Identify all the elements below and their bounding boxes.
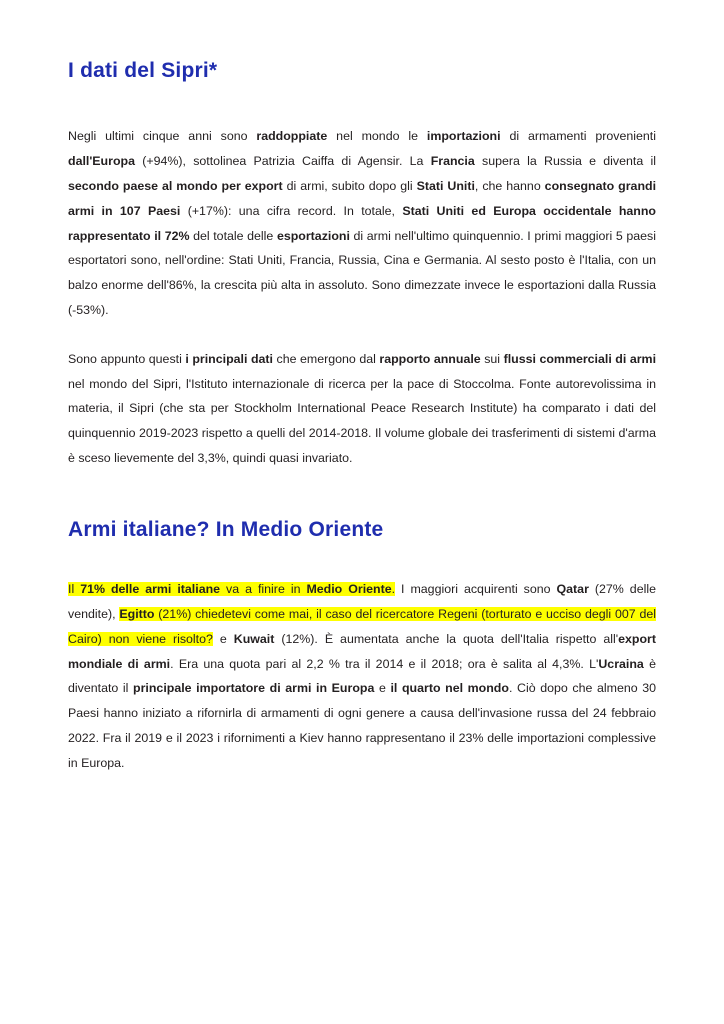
text-run: Ucraina — [598, 656, 644, 671]
text-run: Francia — [430, 154, 475, 169]
text-run: del totale delle — [189, 228, 277, 243]
text-run: e — [374, 681, 391, 696]
text-run: Qatar — [556, 582, 589, 597]
text-run: va a finire in — [220, 582, 307, 597]
spacer — [68, 323, 656, 347]
section-heading-armi-italiane: Armi italiane? In Medio Oriente — [68, 517, 384, 541]
paragraph-sipri-1 — [68, 124, 656, 323]
text-run: supera la Russia e diventa il — [474, 154, 656, 169]
spacer — [68, 471, 656, 517]
text-run: i principali dati — [185, 351, 273, 366]
text-run: . Era una quota pari al 2,2 % tra il 2014 e il 2018; ora è salita al 4,3%. L' — [170, 656, 599, 671]
text-run: rapporto annuale — [379, 351, 481, 366]
text-run: Medio Oriente — [306, 582, 392, 597]
text-run: Stati Uniti — [416, 178, 475, 193]
text-run: flussi commerciali di armi — [503, 351, 657, 366]
text-run: importazioni — [426, 129, 501, 144]
text-run: (+17%): una cifra record. In totale, — [180, 203, 403, 218]
spacer — [68, 543, 656, 577]
text-run: 71% delle armi italiane — [80, 582, 221, 597]
text-run: Kuwait — [233, 631, 275, 646]
text-run: di armamenti provenienti — [500, 129, 656, 144]
text-run: (21%) chiedetevi come mai, il caso del ricercatore Regeni (torturato e ucciso degli 007 del Cairo) non viene risolto? — [68, 606, 657, 646]
text-run: Stati Uniti ed Europa occidentale hanno rappresentato il 72% — [68, 203, 656, 243]
text-run: e — [212, 631, 234, 646]
text-run: (12%). È aumentata anche la quota dell'Italia rispetto all' — [274, 631, 619, 646]
text-run: . — [391, 582, 396, 597]
text-run: Egitto — [119, 606, 155, 621]
text-run: dall'Europa — [68, 154, 135, 169]
text-run: secondo paese al mondo per export — [68, 178, 283, 193]
text-run: esportazioni — [276, 228, 350, 243]
text-run: Il — [68, 582, 81, 597]
text-run: principale importatore di armi in Europa — [133, 681, 375, 696]
spacer — [68, 84, 656, 124]
paragraph-armi-italiane-1 — [68, 577, 656, 776]
text-run: Sono appunto questi — [68, 351, 186, 366]
text-run: nel mondo del Sipri, l'Istituto internazionale di ricerca per la pace di Stoccolma. Fonte autorevolissima in materia, il Sipri (che sta per Stockholm International Peace Research Institute) ha comparato i dati del quinquennio 2019-2023 rispetto a quelli del 2014-2018. Il volume globale dei trasferimenti di sistemi d'arma è sceso lievemente del 3,3%, quindi quasi invariato. — [68, 376, 656, 465]
text-run: il quarto nel mondo — [390, 681, 509, 696]
text-run: Negli ultimi cinque anni sono — [68, 129, 257, 144]
text-run: . Ciò dopo che almeno 30 Paesi hanno iniziato a rifornirla di armamenti di ogni genere a causa dell'invasione russa del 24 febbraio 2022. Fra il 2019 e il 2023 i rifornimenti a Kiev hanno rappresentano il 23% delle importazioni complessive in Europa. — [68, 681, 657, 770]
text-run: export mondiale di armi — [68, 631, 656, 671]
page-title: I dati del Sipri* — [68, 59, 218, 82]
text-run: (+94%), sottolinea Patrizia Caiffa di Agensir. La — [134, 154, 431, 169]
text-run: , che hanno — [474, 178, 545, 193]
text-run: è diventato il — [68, 656, 656, 696]
text-run: sui — [480, 351, 504, 366]
text-run: (27% delle vendite), — [68, 582, 656, 621]
text-run: consegnato grandi armi in 107 Paesi — [68, 178, 657, 218]
text-run: che emergono dal — [272, 351, 380, 366]
paragraph-sipri-2 — [68, 347, 656, 471]
text-run: nel mondo le — [327, 129, 427, 144]
text-run: di armi nell'ultimo quinquennio. I primi maggiori 5 paesi esportatori sono, nell'ordine: Stati Uniti, Francia, Russia, Cina e Germania. Al sesto posto è l'Italia, con un balzo enorme dell'86%, la crescita più alta in assoluto. Sono dimezzate invece le esportazioni dalla Russia (-53%). — [68, 228, 657, 317]
text-run: di armi, subito dopo gli — [282, 178, 417, 193]
text-run: I maggiori acquirenti sono — [395, 582, 557, 597]
text-run: raddoppiate — [256, 129, 328, 144]
